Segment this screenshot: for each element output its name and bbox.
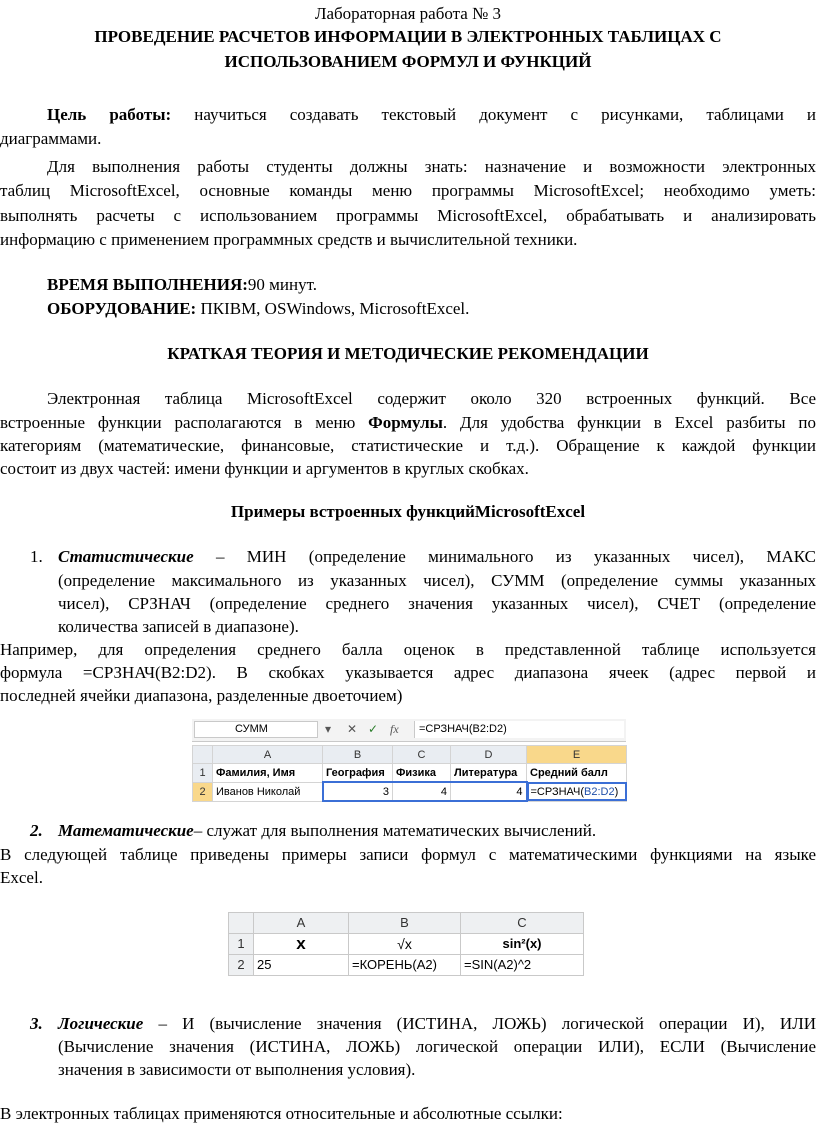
- time-line: [47, 275, 317, 295]
- column-header-row: [229, 913, 584, 934]
- item-2-line-1: Математические– служат для выполнения математических вычислений.: [58, 821, 597, 840]
- cell-a1[interactable]: x: [254, 934, 349, 955]
- table-row: [229, 934, 584, 955]
- cell-c1[interactable]: sin²(x): [461, 934, 584, 955]
- theory-line-1: Электронная таблица MicrosoftExcel содержит около 320 встроенных функций. Все: [47, 389, 816, 408]
- theory-line-4: состоит из двух частей: имени функции и аргументов в круглых скобках.: [0, 459, 529, 478]
- column-header-d[interactable]: D: [451, 746, 527, 764]
- name-box[interactable]: СУММ: [194, 721, 318, 738]
- column-header-a[interactable]: A: [213, 746, 323, 764]
- excel-screenshot-math: [228, 912, 583, 988]
- cell-d1[interactable]: Литература: [451, 764, 527, 783]
- column-header-b[interactable]: B: [323, 746, 393, 764]
- row-header-1[interactable]: 1: [229, 934, 254, 955]
- item-1-line-3: чисел), СРЗНАЧ (определение среднего значения указанных чисел), СЧЕТ (определение: [58, 594, 816, 613]
- main-title-line-2: ИСПОЛЬЗОВАНИЕМ ФОРМУЛ И ФУНКЦИЙ: [224, 52, 592, 71]
- formula-input[interactable]: =СРЗНАЧ(B2:D2): [414, 721, 624, 738]
- cell-b1[interactable]: √x: [349, 934, 461, 955]
- main-title-line-1: ПРОВЕДЕНИЕ РАСЧЕТОВ ИНФОРМАЦИИ В ЭЛЕКТРОННЫХ ТАБЛИЦАХ С: [94, 27, 722, 46]
- item-1-term: Статистические: [58, 547, 194, 566]
- column-header-c[interactable]: C: [393, 746, 451, 764]
- formula-bar: [192, 719, 626, 742]
- excel-screenshot-average: [192, 719, 626, 801]
- goal-label: Цель работы:: [47, 105, 172, 124]
- enter-icon[interactable]: ✓: [368, 722, 379, 736]
- footer-line: В электронных таблицах применяются относительные и абсолютные ссылки:: [0, 1104, 563, 1123]
- cancel-icon[interactable]: ✕: [347, 722, 358, 736]
- requirements-line-2: таблиц MicrosoftExcel, основные команды меню программы MicrosoftExcel; необходимо уметь:: [0, 181, 816, 200]
- item-3-line-1: Логические – И (вычисление значения (ИСТИНА, ЛОЖЬ) логической операции И), ИЛИ: [58, 1014, 816, 1033]
- name-box-dropdown-icon[interactable]: ▾: [325, 722, 332, 736]
- cell-e2-active[interactable]: =СРЗНАЧ(B2:D2): [527, 782, 627, 801]
- theory-line-2: встроенные функции располагаются в меню Формулы. Для удобства функции в Excel разбиты по: [0, 413, 816, 432]
- cell-d2[interactable]: 4: [451, 782, 527, 801]
- column-header-e[interactable]: E: [527, 746, 627, 764]
- insert-function-icon[interactable]: fx: [390, 722, 399, 736]
- select-all-corner[interactable]: [193, 746, 213, 764]
- item-1-line-2: (определение максимального из указанных чисел), СУММ (определение суммы указанных: [58, 571, 816, 590]
- examples-heading: Примеры встроенных функцийMicrosoftExcel: [230, 502, 586, 521]
- lab-title: Лабораторная работа № 3: [314, 4, 502, 23]
- cell-b1[interactable]: География: [323, 764, 393, 783]
- time-value: 90 минут.: [247, 275, 317, 294]
- cell-a2[interactable]: Иванов Николай: [213, 782, 323, 801]
- time-label: ВРЕМЯ ВЫПОЛНЕНИЯ:: [47, 275, 248, 294]
- row-header-1[interactable]: 1: [193, 764, 213, 783]
- cell-a2[interactable]: 25: [254, 955, 349, 976]
- example-line-2: формула =СРЗНАЧ(B2:D2). В скобках указывается адрес диапазона ячеек (адрес первой и: [0, 663, 816, 682]
- theory-heading: КРАТКАЯ ТЕОРИЯ И МЕТОДИЧЕСКИЕ РЕКОМЕНДАЦИИ: [167, 344, 649, 363]
- item-1-line-4: количества записей в диапазоне).: [58, 617, 299, 636]
- item-2-number: 2.: [30, 821, 43, 840]
- column-header-b[interactable]: B: [349, 913, 461, 934]
- cell-a1[interactable]: Фамилия, Имя: [213, 764, 323, 783]
- spreadsheet-grid: [192, 745, 627, 802]
- item-1-line-1: Статистические – МИН (определение минимального из указанных чисел), МАКС: [58, 547, 816, 566]
- cell-c2[interactable]: 4: [393, 782, 451, 801]
- column-header-a[interactable]: A: [254, 913, 349, 934]
- requirements-line-4: информацию с применением программных средств и вычислительной техники.: [0, 230, 578, 249]
- item-2-line-2: В следующей таблице приведены примеры записи формул с математическими функциями на языке: [0, 845, 816, 864]
- select-all-corner[interactable]: [229, 913, 254, 934]
- table-row: [193, 764, 627, 783]
- column-header-row: [193, 746, 627, 764]
- item-1-number: 1.: [30, 547, 43, 566]
- equipment-line: [47, 299, 469, 319]
- item-2-term: Математические: [58, 821, 194, 840]
- cell-c1[interactable]: Физика: [393, 764, 451, 783]
- goal-line-1: Цель работы: научиться создавать текстовый документ с рисунками, таблицами и: [47, 105, 816, 124]
- math-spreadsheet-grid: [228, 912, 584, 976]
- item-3-number: 3.: [30, 1014, 43, 1033]
- table-row: [193, 782, 627, 801]
- equipment-value: ПКIBM, OSWindows, MicrosoftExcel.: [196, 299, 470, 318]
- row-header-2[interactable]: 2: [229, 955, 254, 976]
- item-2-line-3: Excel.: [0, 868, 43, 887]
- example-line-3: последней ячейки диапазона, разделенные двоеточием): [0, 686, 403, 705]
- cell-e1[interactable]: Средний балл: [527, 764, 627, 783]
- item-3-line-3: значения в зависимости от выполнения условия).: [58, 1060, 416, 1079]
- requirements-line-1: Для выполнения работы студенты должны знать: назначение и возможности электронных: [47, 157, 816, 176]
- equipment-label: ОБОРУДОВАНИЕ:: [47, 299, 197, 318]
- cell-b2[interactable]: =КОРЕНЬ(A2): [349, 955, 461, 976]
- requirements-line-3: выполнять расчеты с использованием программы MicrosoftExcel, обрабатывать и анализировать: [0, 206, 816, 225]
- range-reference: B2:D2: [584, 785, 615, 798]
- goal-line-2: диаграммами.: [0, 129, 102, 148]
- example-line-1: Например, для определения среднего балла оценок в представленной таблице используется: [0, 640, 816, 659]
- formulas-menu-name: Формулы: [368, 413, 443, 432]
- item-3-line-2: (Вычисление значения (ИСТИНА, ЛОЖЬ) логической операции ИЛИ), ЕСЛИ (Вычисление: [58, 1037, 816, 1056]
- table-row: [229, 955, 584, 976]
- theory-line-3: категориям (математические, финансовые, статистические и т.д.). Обращение к каждой функции: [0, 436, 816, 455]
- cell-c2[interactable]: =SIN(A2)^2: [461, 955, 584, 976]
- cell-b2[interactable]: 3: [323, 782, 393, 801]
- row-header-2[interactable]: 2: [193, 782, 213, 801]
- item-3-term: Логические: [58, 1014, 144, 1033]
- column-header-c[interactable]: C: [461, 913, 584, 934]
